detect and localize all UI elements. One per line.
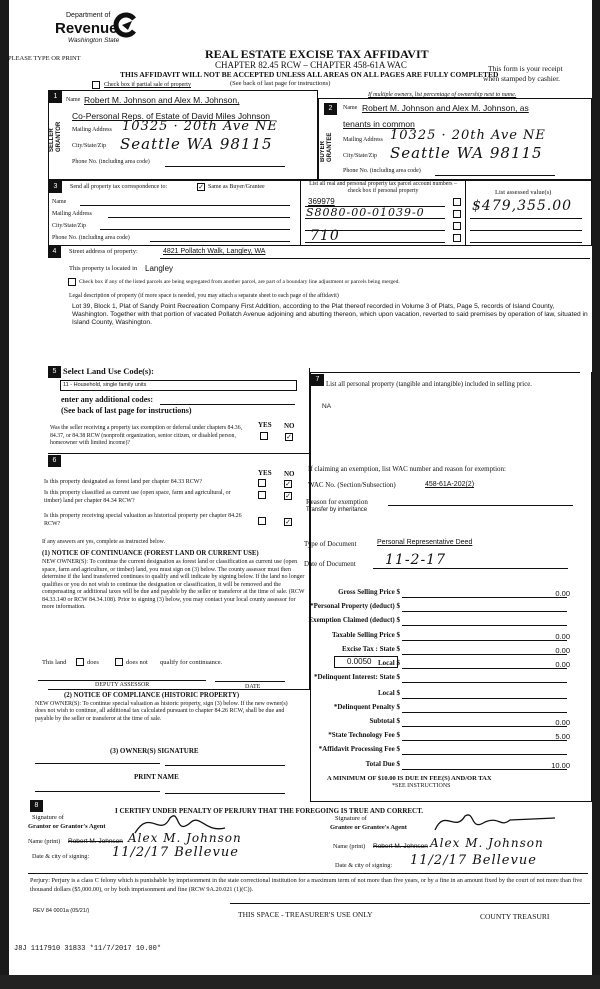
- tax-row-line: [402, 625, 567, 626]
- tax-row-label: *Delinquent Interest: State $: [313, 673, 400, 681]
- seller-city-field[interactable]: Seattle WA 98115: [120, 135, 273, 153]
- segregated-checkbox[interactable]: [68, 278, 76, 286]
- buyer-name-field-2[interactable]: tenants in common: [343, 119, 415, 129]
- grantee-signature[interactable]: [430, 808, 560, 834]
- corr-phone-field[interactable]: [150, 241, 290, 242]
- left-column: [48, 368, 310, 690]
- print-name-line[interactable]: [35, 791, 160, 792]
- tax-row-label: *Personal Property (deduct) $: [310, 602, 400, 610]
- tax-row-line: [402, 640, 567, 641]
- tax-row-value[interactable]: 5.00: [555, 732, 570, 741]
- tax-row-value[interactable]: 0.00: [555, 646, 570, 655]
- section-number: 5: [48, 366, 61, 378]
- current-use-yes-checkbox[interactable]: [258, 491, 266, 499]
- tax-row-label: Local $: [378, 689, 400, 697]
- grantor-struck-name: Robert M. Johnson: [68, 838, 123, 845]
- tax-row-line: [402, 668, 567, 669]
- tax-row-line: [402, 726, 567, 727]
- minimum-note: A MINIMUM OF $10.00 IS DUE IN FEE(S) AND/OR TAX: [327, 775, 492, 782]
- tax-row-value[interactable]: 0.00: [555, 718, 570, 727]
- deputy-sig-line[interactable]: [38, 680, 206, 681]
- notice-continuance-title: (1) NOTICE OF CONTINUANCE (FOREST LAND OR CURRENT USE): [42, 550, 259, 557]
- assessed-line: [470, 242, 582, 243]
- owner-signature-line[interactable]: [35, 763, 160, 764]
- print-name-label: PRINT NAME: [134, 773, 179, 781]
- buyer-name-label: Name: [343, 105, 358, 111]
- qualify-label: qualify for continuance.: [160, 659, 223, 666]
- tax-row-line: [402, 682, 567, 683]
- if-yes-note: If any answers are yes, complete as instructed below.: [42, 539, 165, 545]
- assessed-header: List assessed value(s): [495, 189, 552, 196]
- exemption-label: If claiming an exemption, list WAC number and reason for exemption:: [308, 465, 506, 473]
- tax-row-value[interactable]: 0.00: [555, 632, 570, 641]
- personal-property-checkbox[interactable]: [453, 198, 461, 206]
- wac-label: WAC No. (Section/Subsection): [308, 481, 396, 489]
- tax-row-label: *State Technology Fee $: [328, 731, 400, 739]
- owner-signature-label: (3) OWNER(S) SIGNATURE: [110, 747, 199, 755]
- grantee-date-label: Date & city of signing:: [335, 862, 393, 869]
- corr-name-field[interactable]: [80, 205, 290, 206]
- partial-sale-label: Check box if partial sale of property: [104, 82, 191, 88]
- tax-row-label: Local $: [378, 659, 400, 667]
- parcel-number[interactable]: 369979: [308, 197, 335, 206]
- section-number: 8: [30, 800, 43, 812]
- tax-row-label: *Delinquent Penalty $: [333, 703, 400, 711]
- partial-sale-checkbox[interactable]: [92, 81, 100, 89]
- grantee-sig-label: Signature of: [335, 815, 367, 822]
- divider: [48, 453, 310, 454]
- land-use-label: Select Land Use Code(s):: [63, 366, 154, 376]
- q-exemption-no-checkbox[interactable]: ✓: [286, 433, 292, 441]
- section-number: 1: [49, 91, 62, 103]
- parcel-number[interactable]: S8080-00-01039-0: [306, 206, 425, 219]
- tax-row-value[interactable]: 0.00: [555, 660, 570, 669]
- tax-row-line: [402, 712, 567, 713]
- yes-header: YES: [258, 469, 272, 477]
- grantor-sig-label-2: Grantor or Grantor's Agent: [28, 823, 106, 830]
- print-name-line-2[interactable]: [165, 793, 285, 794]
- buyer-city-field[interactable]: Seattle WA 98115: [390, 144, 543, 162]
- parcel-line: [305, 206, 445, 207]
- scan-edge-right: [592, 0, 600, 989]
- does-checkbox[interactable]: [76, 658, 84, 666]
- personal-property-checkbox[interactable]: [453, 210, 461, 218]
- corr-phone-label: Phone No. (including area code): [52, 235, 130, 241]
- assessed-value-field[interactable]: $479,355.00: [472, 198, 573, 214]
- buyer-phone-field[interactable]: [435, 175, 555, 176]
- seller-name-field-2[interactable]: Co-Personal Reps. of Estate of David Miles Johnson: [72, 111, 270, 121]
- reason-label: Reason for exemption: [306, 498, 368, 506]
- street-line: [160, 258, 590, 259]
- no-header: NO: [284, 470, 295, 478]
- tax-row-line: [402, 698, 567, 699]
- historic-yes-checkbox[interactable]: [258, 517, 266, 525]
- tax-row-line: [402, 597, 567, 598]
- tax-row-label: Taxable Selling Price $: [332, 631, 400, 639]
- grantor-name-field[interactable]: Alex M. Johnson: [128, 831, 242, 845]
- logo-revenue: Revenue: [55, 20, 118, 37]
- seller-name-field[interactable]: Robert M. Johnson and Alex M. Johnson,: [84, 95, 240, 105]
- tax-row-label: Gross Selling Price $: [338, 588, 400, 596]
- this-land-label: This land: [42, 659, 67, 666]
- divider: [28, 873, 588, 874]
- reason-field[interactable]: Transfer by inheritance: [306, 507, 368, 513]
- does-label: does: [87, 659, 99, 666]
- tax-row-label: Total Due $: [365, 760, 400, 768]
- treasurer-use-label: THIS SPACE - TREASURER'S USE ONLY: [238, 910, 373, 919]
- parcel-line: [305, 230, 445, 231]
- corr-address-label: Mailing Address: [52, 211, 92, 217]
- doc-type-field[interactable]: Personal Representative Deed: [377, 539, 473, 546]
- seller-name-label: Name: [66, 97, 81, 103]
- forest-land-question: Is this property designated as forest land per chapter 84.33 RCW?: [44, 479, 203, 485]
- additional-codes-label: enter any additional codes:: [61, 395, 154, 404]
- county-treasurer-label: COUNTY TREASURI: [480, 912, 550, 921]
- tax-row-label: Subtotal $: [369, 717, 400, 725]
- seller-address-label: Mailing Address: [72, 127, 112, 133]
- same-as-buyer-checkbox[interactable]: ✓: [198, 183, 204, 191]
- tax-row-value[interactable]: 0.00: [555, 589, 570, 598]
- grantee-date-field[interactable]: 11/2/17 Bellevue: [410, 853, 537, 868]
- logo-swirl-icon: [112, 12, 138, 38]
- form-warning: THIS AFFIDAVIT WILL NOT BE ACCEPTED UNLESS ALL AREAS ON ALL PAGES ARE FULLY COMPLETED: [120, 70, 499, 79]
- grantor-date-label: Date & city of signing:: [32, 853, 90, 860]
- section-number: 4: [48, 246, 61, 258]
- doc-date-line: [373, 568, 568, 569]
- doc-date-field[interactable]: 11-2-17: [385, 552, 446, 568]
- historic-no-checkbox[interactable]: ✓: [285, 518, 291, 526]
- located-label: This property is located in: [69, 265, 138, 272]
- local-rate: 0.0050: [347, 657, 372, 666]
- assessed-line: [470, 230, 582, 231]
- tax-row-line: [402, 654, 567, 655]
- land-use-code: 11 - Household, single family units: [63, 382, 147, 388]
- grantor-name-label: Name (print): [28, 838, 61, 845]
- see-instructions: *SEE INSTRUCTIONS: [392, 783, 451, 789]
- section-number: 3: [49, 181, 62, 193]
- grantee-sig-label-2: Grantee or Grantee's Agent: [330, 824, 407, 831]
- section-number: 7: [311, 374, 324, 386]
- receipt-note-2: when stamped by cashier.: [483, 74, 561, 83]
- seller-phone-field[interactable]: [165, 166, 285, 167]
- logo-state: Washington State: [68, 37, 120, 44]
- corr-name-label: Name: [52, 199, 67, 205]
- corr-city-field[interactable]: [100, 229, 290, 230]
- seller-address-field[interactable]: 10325 · 20th Ave NE: [122, 119, 278, 134]
- corr-city-label: City/State/Zip: [52, 223, 86, 229]
- section-number: 2: [324, 103, 337, 115]
- historic-question: Is this property receiving special valuation as historical property per chapter 84.26 RCW?: [44, 513, 242, 527]
- forest-no-checkbox[interactable]: ✓: [285, 480, 291, 488]
- certify-statement: I CERTIFY UNDER PENALTY OF PERJURY THAT THE FOREGOING IS TRUE AND CORRECT.: [115, 807, 424, 815]
- segregated-label: Check box if any of the listed parcels are being segregated from another parcel, are part of a boundary line adjustment or parcels being merged.: [79, 279, 400, 285]
- no-header: NO: [284, 422, 295, 430]
- tax-row-label: Excise Tax : State $: [342, 645, 400, 653]
- q-exemption-yes-checkbox[interactable]: [260, 432, 268, 440]
- deputy-date-label: DATE: [245, 684, 261, 690]
- form-title: REAL ESTATE EXCISE TAX AFFIDAVIT: [205, 47, 429, 61]
- correspondence-label: Send all property tax correspondence to:: [70, 184, 168, 190]
- wac-number-field[interactable]: 458-61A-202(2): [425, 481, 475, 488]
- form-chapter: CHAPTER 82.45 RCW – CHAPTER 458-61A WAC: [215, 60, 407, 70]
- buyer-name-field[interactable]: Robert M. Johnson and Alex M. Johnson, as: [362, 103, 529, 113]
- personal-property-value[interactable]: NA: [322, 403, 332, 410]
- parcel-line: [305, 218, 445, 219]
- personal-property-checkbox[interactable]: [453, 222, 461, 230]
- buyer-address-field[interactable]: 10325 · 20th Ave NE: [390, 128, 546, 143]
- doc-type-label: Type of Document: [304, 540, 357, 548]
- reason-line: [388, 505, 573, 506]
- current-use-question: Is this property classified as current use (open space, farm and agricultural, or timber) land per chapter 84.34 RCW?: [44, 490, 231, 504]
- tax-row-line: [402, 769, 567, 770]
- deputy-date-line[interactable]: [215, 681, 285, 682]
- parcel-line: [305, 242, 445, 243]
- does-not-checkbox[interactable]: [115, 658, 123, 666]
- notice-compliance-text: NEW OWNER(S): To continue special valuation as historic property, sign (3) below. If the new owner(s) does not wish to continue, all additional tax calculated pursuant to chapter 84.26 RCW, shall be due and payable by the seller or transferor at the time of sale.: [35, 701, 288, 722]
- owner-signature-line-2[interactable]: [165, 765, 285, 766]
- forest-yes-checkbox[interactable]: [258, 479, 266, 487]
- scan-edge-left: [0, 0, 9, 989]
- parcel-number[interactable]: 710: [310, 228, 340, 244]
- divider: [230, 903, 590, 904]
- please-type: PLEASE TYPE OR PRINT: [8, 55, 81, 62]
- section-number: 6: [48, 455, 61, 467]
- street-label: Street address of property:: [69, 248, 138, 255]
- form-revision: REV 84 0001a (05/21/): [33, 908, 90, 914]
- tax-row-label: *Affidavit Processing Fee $: [318, 745, 400, 753]
- grantee-name-field[interactable]: Alex M. Johnson: [430, 836, 544, 850]
- see-back: (See back of last page for instructions): [230, 80, 331, 87]
- logo-dept: Department of: [66, 12, 111, 19]
- divider: [310, 372, 580, 373]
- corr-address-field[interactable]: [108, 217, 290, 218]
- assessed-line: [470, 218, 582, 219]
- parcel-header: List all real and personal property tax parcel account numbers – check box if personal property: [309, 181, 457, 194]
- personal-property-label: List all personal property (tangible and intangible) included in selling price.: [326, 381, 532, 388]
- legal-description[interactable]: Lot 39, Block 1, Plat of Sandy Point Recreation Company First Addition, according to the Plat thereof recorded in Volume 3 of Plats, Page 5, records of Island County, Washington. Together with that portion of vacated Pollatch Avenue adjoining and abutting thereon, which upon vacation, reverted to said premises by operation of law, situated in Island County, Washington.: [72, 303, 588, 326]
- receipt-stamp: J8J 1117910 31833 *11/7/2017 10.00*: [14, 945, 162, 953]
- located-field[interactable]: Langley: [145, 264, 174, 273]
- tax-row-line: [402, 611, 567, 612]
- seller-phone-label: Phone No. (including area code): [72, 159, 150, 165]
- doc-date-label: Date of Document: [304, 560, 356, 568]
- notice-compliance-title: (2) NOTICE OF COMPLIANCE (HISTORIC PROPERTY): [64, 692, 240, 699]
- tax-row-value[interactable]: 10.00: [551, 761, 570, 770]
- additional-codes-field[interactable]: [160, 404, 295, 405]
- tax-row-line: [402, 754, 567, 755]
- grantee-name-label: Name (print): [333, 843, 366, 850]
- legal-label: Legal description of property (if more space is needed, you may attach a separate sheet to each page of the affidavit): [69, 293, 339, 299]
- notice-continuance-text: NEW OWNER(S): To continue the current designation as forest land or classification as current use (open space, farm and agriculture, or timber) land, you must sign on (3) below. The county assessor must then determine if the land transferred continues to qualify and will indicate by signing below. If the land no longer qualifies or you do not wish to continue the designation or classification, it will be removed and the compensating or additional taxes will be due and payable by the seller or transferor at the time of sale. (RCW 84.33.140 or RCW 84.34.108). Prior to signing (3) below, you may contact your local county assessor for more information.: [42, 559, 305, 610]
- street-address-field[interactable]: 4821 Pollatch Walk, Langley, WA: [163, 248, 266, 255]
- yes-header: YES: [258, 421, 272, 429]
- buyer-city-label: City/State/Zip: [343, 153, 377, 159]
- land-use-field[interactable]: [60, 380, 297, 391]
- scan-edge-bottom: [0, 975, 600, 989]
- multiple-owners-note: If multiple owners, list percentage of ownership next to name.: [368, 92, 517, 98]
- current-use-no-checkbox[interactable]: ✓: [285, 492, 291, 500]
- same-as-buyer-label: Same as Buyer/Grantee: [208, 184, 265, 190]
- tax-row-label: Exemption Claimed (deduct) $: [308, 616, 400, 624]
- does-not-label: does not: [126, 659, 148, 666]
- grantee-struck-name: Robert M. Johnson: [373, 843, 428, 850]
- buyer-side-label: BUYER GRANTEE: [320, 132, 333, 162]
- seller-side-label: SELLER GRANTOR: [49, 121, 62, 152]
- buyer-address-label: Mailing Address: [343, 137, 383, 143]
- see-back-5: (See back of last page for instructions): [61, 406, 192, 415]
- receipt-note: This form is your receipt: [488, 64, 563, 73]
- seller-city-label: City/State/Zip: [72, 143, 106, 149]
- grantor-date-field[interactable]: 11/2/17 Bellevue: [112, 845, 239, 860]
- tax-row-line: [402, 740, 567, 741]
- buyer-phone-label: Phone No. (including area code): [343, 168, 421, 174]
- grantor-sig-label: Signature of: [32, 814, 64, 821]
- perjury-notice: Perjury: Perjury is a class C felony which is punishable by imprisonment in the state correctional institution for a maximum term of not more than five years, or by a fine in an amount fixed by the court of not more than five thousand dollars ($5,000.00), or by both imprisonment and fine (RCW 9A.20.021 (1)(C)).: [30, 877, 583, 893]
- exemption-question: Was the seller receiving a property tax exemption or deferral under chapters 84.36, 84.37, or 84.38 RCW (nonprofit organization, senior citizen, or disabled person, homeowner with limited income)?: [50, 425, 243, 446]
- personal-property-checkbox[interactable]: [453, 234, 461, 242]
- deputy-assessor-label: DEPUTY ASSESSOR: [95, 682, 150, 688]
